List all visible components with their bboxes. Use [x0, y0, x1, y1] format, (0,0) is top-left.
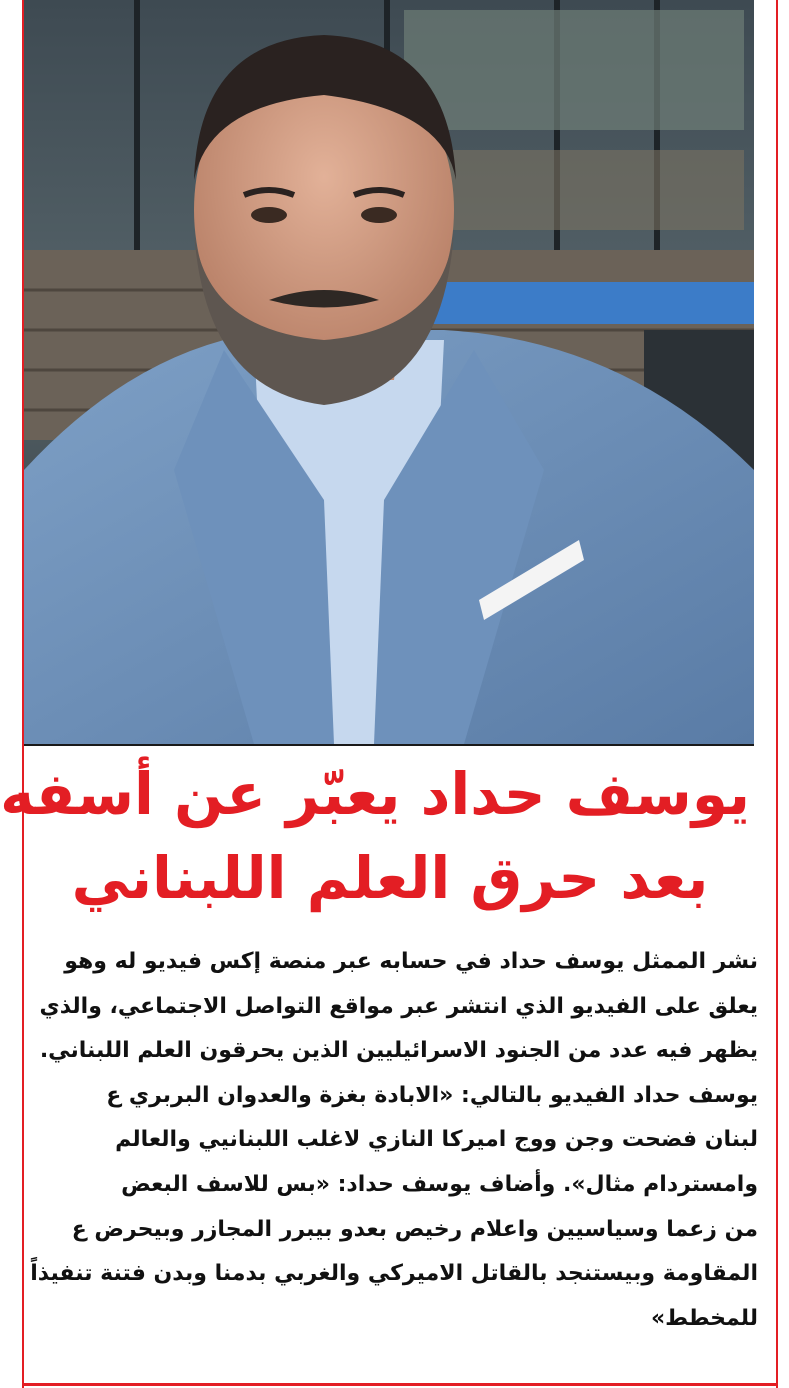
body-line: وامستردام مثال». وأضاف يوسف حداد: «بس للاسف البعض: [121, 1171, 758, 1197]
body-line: للمخطط»: [650, 1305, 758, 1331]
body-line: نشر الممثل يوسف حداد في حسابه عبر منصة إكس فيديو له وهو: [64, 949, 758, 974]
body-line: من زعما وسياسيين واعلام رخيص بعدو بيبرر المجازر وبيحرض ع: [71, 1216, 758, 1242]
article-headline: [0, 752, 750, 920]
body-line: يظهر فيه عدد من الجنود الاسرائيليين الذين يحرقون العلم اللبناني.: [39, 1038, 758, 1064]
body-line: لبنان فضحت وجن ووج اميركا النازي لاغلب اللبنانيي والعالم: [115, 1127, 758, 1153]
body-line: يعلق على الفيديو الذي انتشر عبر مواقع التواصل الاجتماعي، والذي: [39, 993, 758, 1019]
body-line: يوسف حداد الفيديو بالتالي: «الابادة بغزة والعدوان البربري ع: [106, 1082, 758, 1108]
article-photo: [24, 0, 754, 746]
article-body: [30, 940, 758, 1341]
body-line: المقاومة وبيستنجد بالقاتل الاميركي والغربي بدمنا وبدن فتنة تنفيذاً: [30, 1261, 758, 1287]
headline-line-2: بعد حرق العلم اللبناني: [71, 844, 709, 912]
headline-line-1: يوسف حداد يعبّر عن أسفه: [0, 760, 750, 828]
bottom-red-rule: [24, 1383, 778, 1386]
frame-right-border: [776, 0, 778, 1388]
